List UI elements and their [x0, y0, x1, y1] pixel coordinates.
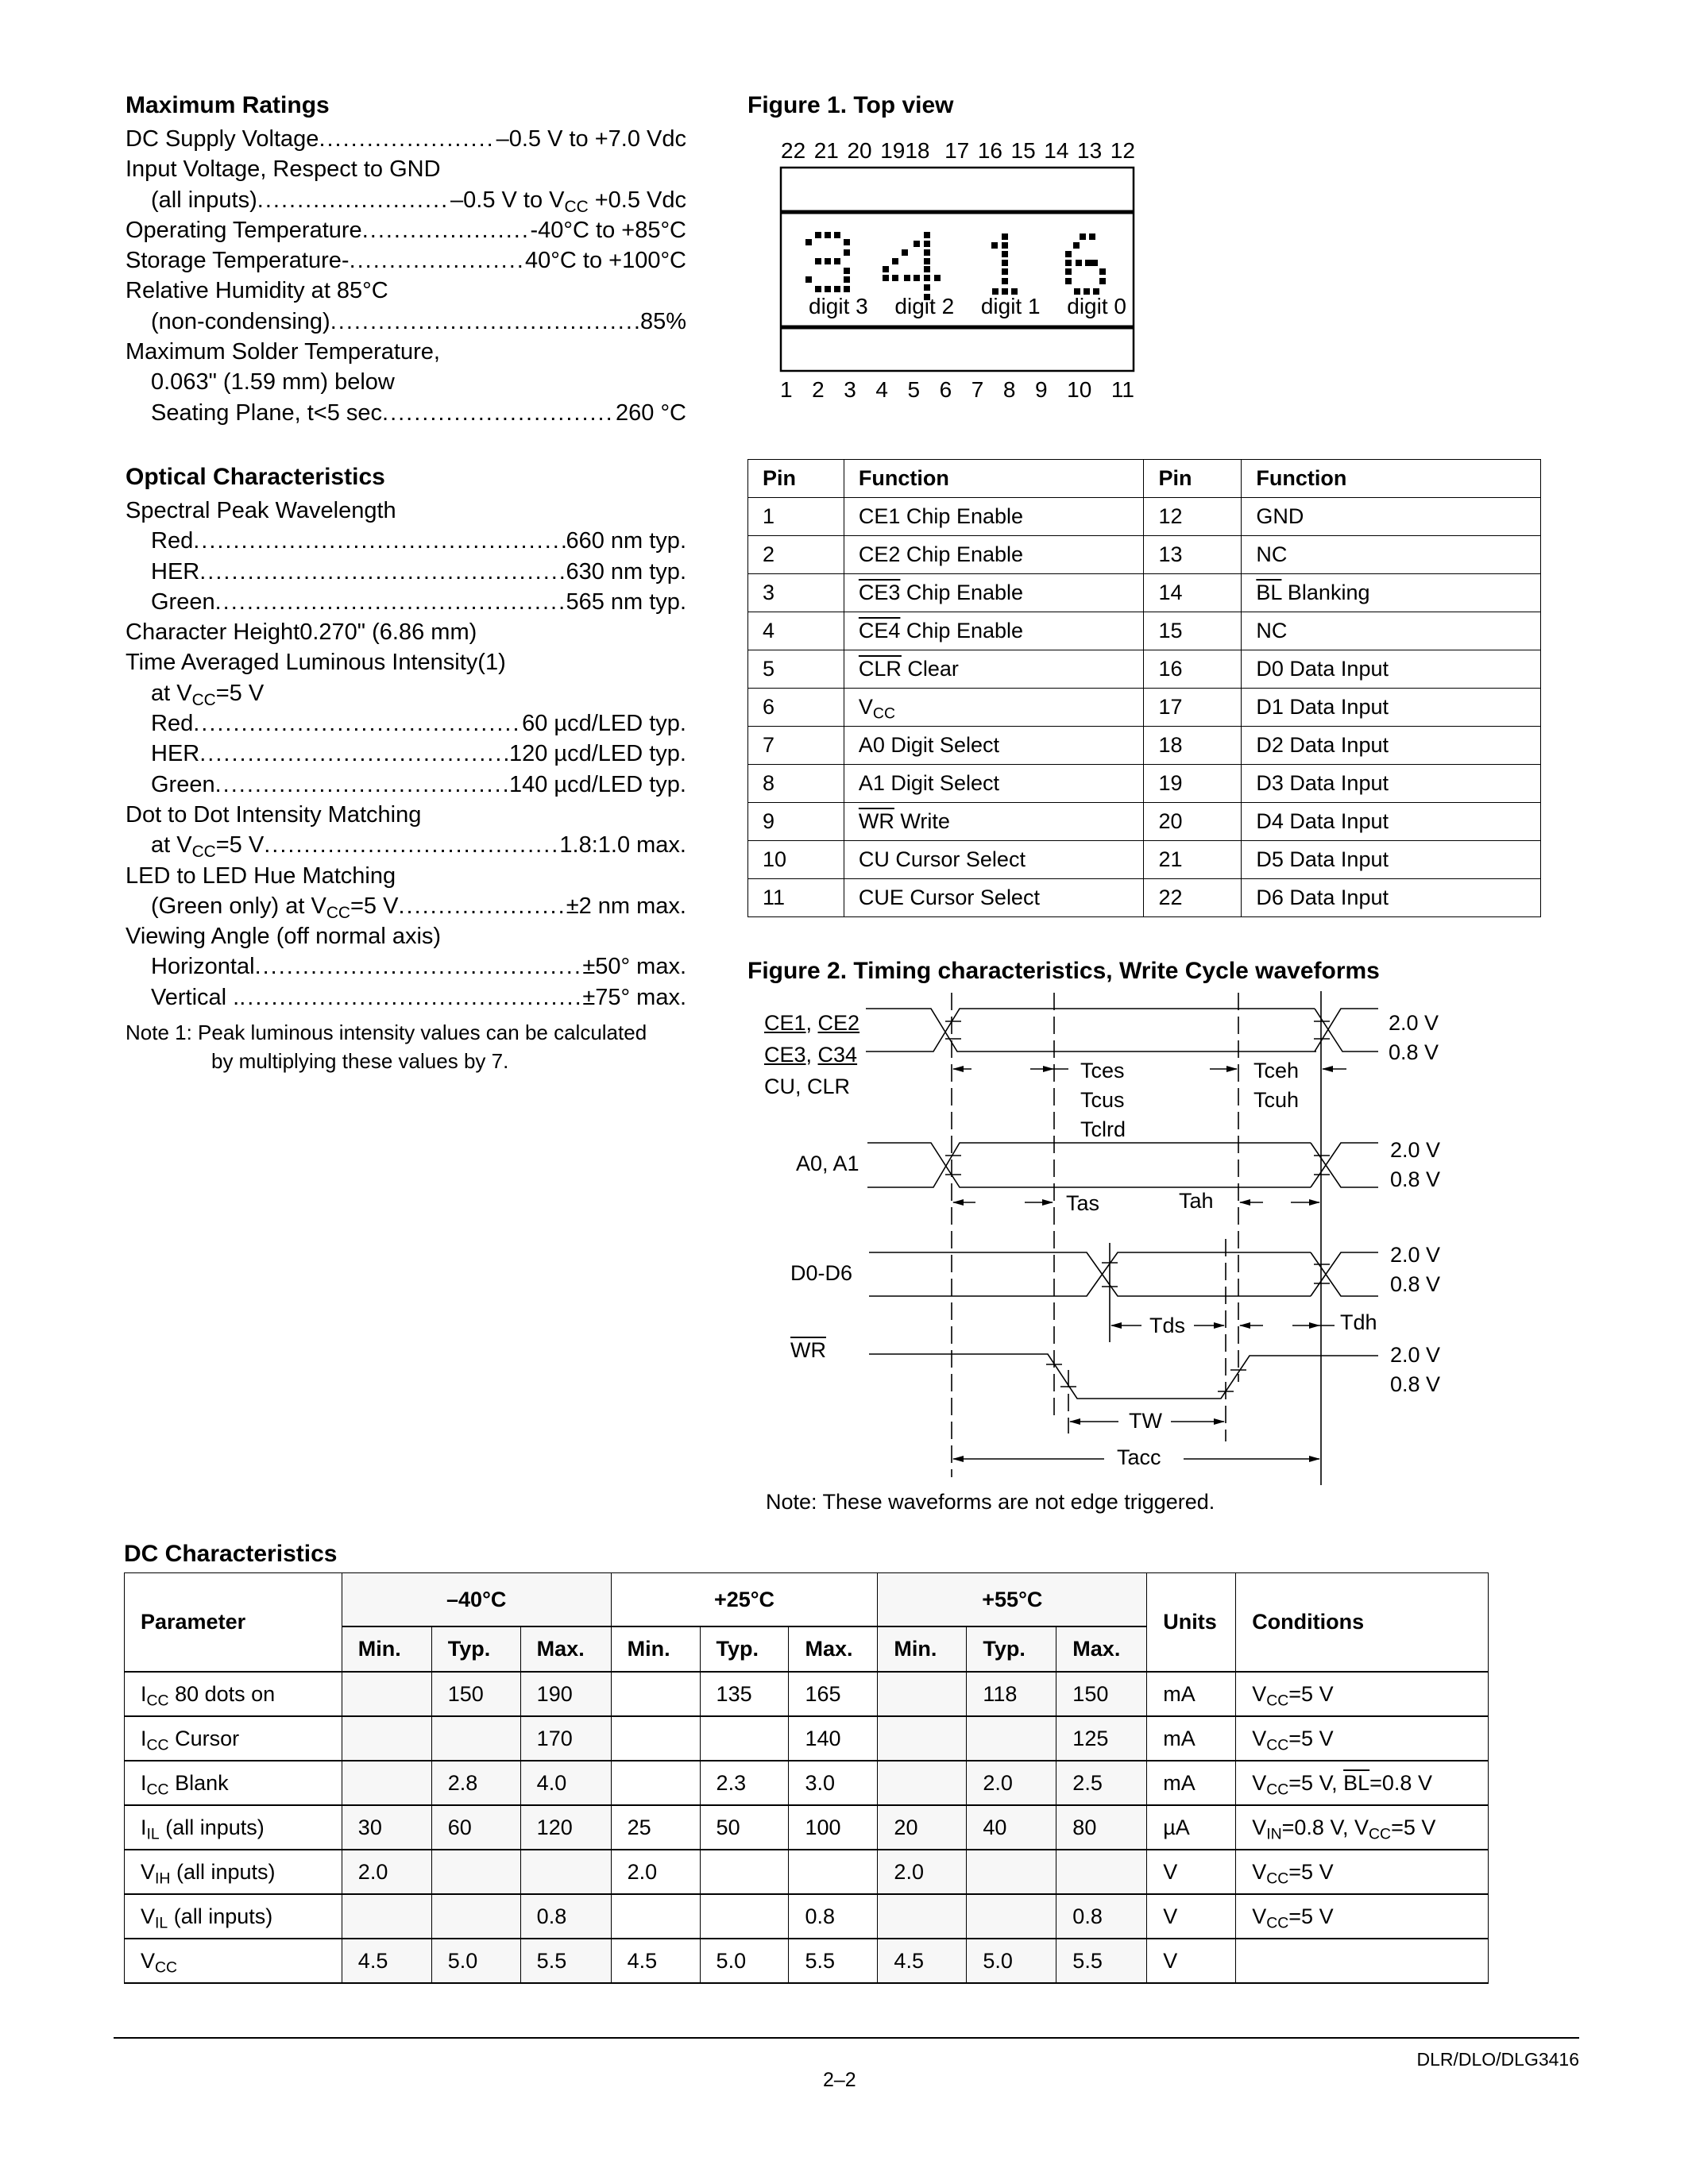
pin-number-cell: 12: [1144, 498, 1242, 536]
value-cell: [700, 1716, 789, 1761]
value-cell: 5.0: [967, 1939, 1056, 1983]
value-cell: 4.5: [878, 1939, 967, 1983]
value-cell: [789, 1850, 878, 1894]
hold-time-labels: Tceh Tcuh: [1253, 1059, 1300, 1112]
wr-voltage-levels: 2.0 V 0.8 V: [1390, 1343, 1441, 1396]
value-cell: [878, 1761, 967, 1805]
optical-title: Optical Characteristics: [126, 464, 385, 490]
conditions-cell: $V_{CC}=5$ V: [1236, 1716, 1489, 1761]
value-cell: 5.5: [520, 1939, 611, 1983]
conditions-cell: $V_{CC}=5$ V: [1236, 1850, 1489, 1894]
tah-label: Tah: [1179, 1189, 1214, 1213]
pin-number-cell: 1: [748, 498, 844, 536]
value-cell: [967, 1850, 1056, 1894]
value-cell: 5.0: [431, 1939, 520, 1983]
value-cell: 4.5: [611, 1939, 700, 1983]
value-cell: 100: [789, 1805, 878, 1850]
value-cell: 60: [431, 1805, 520, 1850]
spec-row: Vertical . ..... ±75° max.: [126, 982, 686, 1013]
value-cell: [611, 1672, 700, 1716]
units-cell: µA: [1147, 1805, 1236, 1850]
spec-row: Horizontal ..... ±50° max.: [126, 951, 686, 982]
value-cell: 165: [789, 1672, 878, 1716]
table-header-row: Pin Function Pin Function: [748, 460, 1541, 498]
value-cell: 150: [431, 1672, 520, 1716]
value-cell: [967, 1716, 1056, 1761]
parameter-cell: $V_{IH}$ (all inputs): [125, 1850, 342, 1894]
value-cell: 2.0: [611, 1850, 700, 1894]
pin-number-cell: 3: [748, 574, 844, 612]
spec-row: Green ..... 140 µcd/LED typ.: [126, 770, 686, 800]
value-cell: 4.5: [342, 1939, 431, 1983]
spec-row: Seating Plane, t<5 sec ..... 260 °C: [126, 398, 686, 428]
value-cell: 120: [520, 1805, 611, 1850]
pin-function-cell: $V_{CC}$: [844, 689, 1144, 727]
pin-function-cell: GND: [1242, 498, 1541, 536]
dc-title: DC Characteristics: [124, 1541, 338, 1567]
pin-number-cell: 5: [748, 650, 844, 689]
value-cell: [520, 1850, 611, 1894]
parameter-cell: $I_{CC}$ Blank: [125, 1761, 342, 1805]
spec-row: Time Averaged Luminous Intensity(1): [126, 650, 506, 676]
parameter-cell: $V_{IL}$ (all inputs): [125, 1894, 342, 1939]
tdh-label: Tdh: [1340, 1310, 1377, 1334]
value-cell: 190: [520, 1672, 611, 1716]
pin-function-cell: CE2 Chip Enable: [844, 536, 1144, 574]
table-row: [125, 1805, 1489, 1850]
pin-number-cell: 17: [1144, 689, 1242, 727]
value-cell: 140: [789, 1716, 878, 1761]
setup-time-labels: Tces Tcus Tclrd: [1080, 1059, 1126, 1141]
value-cell: 0.8: [789, 1894, 878, 1939]
pin-number-cell: 9: [748, 803, 844, 841]
value-cell: 135: [700, 1672, 789, 1716]
spec-row: Viewing Angle (off normal axis): [126, 924, 442, 950]
pin-number-cell: 20: [1144, 803, 1242, 841]
spec-row: (all inputs) ..... –0.5 V to $V_{CC} +0.5$ Vdc: [126, 185, 686, 215]
units-cell: V: [1147, 1939, 1236, 1983]
value-cell: 2.3: [700, 1761, 789, 1805]
value-cell: 2.5: [1056, 1761, 1147, 1805]
pin-function-cell: NC: [1242, 536, 1541, 574]
pin-function-cell: D0 Data Input: [1242, 650, 1541, 689]
units-cell: mA: [1147, 1672, 1236, 1716]
value-cell: 40: [967, 1805, 1056, 1850]
value-cell: [967, 1894, 1056, 1939]
spec-row: (non-condensing) ..... 85%: [126, 307, 686, 337]
bottom-pin-numbers: 1 2 3 4 5 6 7 8 9 10 11: [780, 377, 1134, 402]
value-cell: [431, 1716, 520, 1761]
footer-part-number: DLR/DLO/DLG3416: [1416, 2049, 1579, 2070]
page-number: 2–2: [823, 2069, 856, 2091]
pin-number-cell: 19: [1144, 765, 1242, 803]
value-cell: 20: [878, 1805, 967, 1850]
value-cell: 118: [967, 1672, 1056, 1716]
pin-number-cell: 22: [1144, 879, 1242, 917]
value-cell: 150: [1056, 1672, 1147, 1716]
value-cell: [878, 1894, 967, 1939]
spec-row: 0.063" (1.59 mm) below: [151, 369, 395, 396]
units-cell: mA: [1147, 1761, 1236, 1805]
value-cell: 4.0: [520, 1761, 611, 1805]
parameter-cell: $I_{IL}$ (all inputs): [125, 1805, 342, 1850]
pin-function-cell: CE4 Chip Enable: [844, 612, 1144, 650]
table-row: [125, 1850, 1489, 1894]
table-header-row: Parameter –40°C +25°C +55°C Units Conditions: [125, 1573, 1489, 1627]
value-cell: [878, 1716, 967, 1761]
spec-row: Input Voltage, Respect to GND: [126, 156, 441, 183]
tds-label: Tds: [1149, 1314, 1186, 1337]
value-cell: 125: [1056, 1716, 1147, 1761]
pin-function-cell: CU Cursor Select: [844, 841, 1144, 879]
pin-number-cell: 7: [748, 727, 844, 765]
pin-function-cell: D5 Data Input: [1242, 841, 1541, 879]
spec-row: Green ..... 565 nm typ.: [126, 587, 686, 617]
value-cell: 170: [520, 1716, 611, 1761]
footer-rule: [114, 2037, 1579, 2039]
pin-number-cell: 15: [1144, 612, 1242, 650]
value-cell: [611, 1716, 700, 1761]
pin-function-cell: D2 Data Input: [1242, 727, 1541, 765]
value-cell: 50: [700, 1805, 789, 1850]
pin-function-cell: D3 Data Input: [1242, 765, 1541, 803]
pin-function-cell: NC: [1242, 612, 1541, 650]
figure1-title: Figure 1. Top view: [747, 92, 954, 118]
pin-function-cell: A0 Digit Select: [844, 727, 1144, 765]
spec-row: Relative Humidity at 85°C: [126, 278, 388, 304]
value-cell: [611, 1894, 700, 1939]
conditions-cell: $V_{IN}=0.8$ V, $V_{CC}=5$ V: [1236, 1805, 1489, 1850]
spec-row: Red ..... 60 µcd/LED typ.: [126, 708, 686, 739]
addr-signal-label: A0, A1: [796, 1152, 859, 1175]
pin-function-cell: CE3 Chip Enable: [844, 574, 1144, 612]
spec-row: (Green only) at $V_{CC}=5$ V ..... ±2 nm max.: [126, 891, 686, 921]
parameter-cell: $V_{CC}$: [125, 1939, 342, 1983]
value-cell: [342, 1761, 431, 1805]
spec-row: Red ..... 660 nm typ.: [126, 526, 686, 556]
timing-note: Note: These waveforms are not edge triggered.: [766, 1490, 1215, 1514]
units-cell: V: [1147, 1894, 1236, 1939]
parameter-cell: $I_{CC}$ Cursor: [125, 1716, 342, 1761]
tw-label: TW: [1129, 1409, 1162, 1433]
value-cell: 3.0: [789, 1761, 878, 1805]
value-cell: [342, 1672, 431, 1716]
spec-row: Operating Temperature ..... -40°C to +85°C: [126, 215, 686, 245]
value-cell: [700, 1850, 789, 1894]
wr-signal-label: $\overline{WR}$: [790, 1338, 826, 1362]
value-cell: 5.5: [1056, 1939, 1147, 1983]
spec-row: HER ..... 120 µcd/LED typ.: [126, 739, 686, 769]
pin-number-cell: 14: [1144, 574, 1242, 612]
units-cell: mA: [1147, 1716, 1236, 1761]
value-cell: [878, 1672, 967, 1716]
max-ratings-title: Maximum Ratings: [126, 92, 330, 118]
value-cell: 5.5: [789, 1939, 878, 1983]
pin-function-cell: $\overline{CLR}$ Clear: [844, 650, 1144, 689]
table-subheader-row: Min. Typ. Max. Min. Typ. Max. Min. Typ. Max.: [125, 1626, 1489, 1672]
tacc-label: Tacc: [1117, 1445, 1161, 1469]
spec-row: LED to LED Hue Matching: [126, 862, 396, 889]
spec-row: Maximum Solder Temperature,: [126, 339, 440, 365]
spec-row: Storage Temperature- ..... 40°C to +100°C: [126, 245, 686, 276]
data-signal-label: D0-D6: [790, 1261, 853, 1285]
pin-number-cell: 4: [748, 612, 844, 650]
value-cell: 25: [611, 1805, 700, 1850]
pin-function-cell: $\overline{WR}$ Write: [844, 803, 1144, 841]
top-pin-numbers: 22 21 20 1918 17 16 15 14 13 12: [781, 138, 1135, 163]
value-cell: 2.0: [878, 1850, 967, 1894]
tas-label: Tas: [1066, 1191, 1100, 1215]
table-row: [125, 1716, 1489, 1761]
value-cell: 2.8: [431, 1761, 520, 1805]
figure2-title: Figure 2. Timing characteristics, Write Cycle waveforms: [747, 958, 1380, 984]
value-cell: 5.0: [700, 1939, 789, 1983]
pin-function-cell: CE1 Chip Enable: [844, 498, 1144, 536]
conditions-cell: [1236, 1939, 1489, 1983]
digit-labels: digit 3 digit 2 digit 1 digit 0: [809, 294, 1126, 318]
ce-voltage-levels: 2.0 V 0.8 V: [1389, 1011, 1439, 1064]
table-row: [125, 1939, 1489, 1983]
conditions-cell: $V_{CC}=5$ V: [1236, 1672, 1489, 1716]
spec-row: Character Height0.270" (6.86 mm): [126, 619, 477, 646]
value-cell: [431, 1850, 520, 1894]
pin-function-cell: D4 Data Input: [1242, 803, 1541, 841]
table-row: [125, 1894, 1489, 1939]
spec-row: at $V_{CC}=5$ V: [151, 680, 265, 709]
spec-row: at $V_{CC}=5$ V ..... 1.8:1.0 max.: [126, 830, 686, 860]
pin-number-cell: 13: [1144, 536, 1242, 574]
spec-row: Dot to Dot Intensity Matching: [126, 801, 422, 828]
value-cell: 0.8: [1056, 1894, 1147, 1939]
data-voltage-levels: 2.0 V 0.8 V: [1390, 1243, 1441, 1296]
value-cell: 2.0: [967, 1761, 1056, 1805]
value-cell: [342, 1894, 431, 1939]
pin-number-cell: 18: [1144, 727, 1242, 765]
value-cell: 2.0: [342, 1850, 431, 1894]
conditions-cell: $V_{CC}=5$ V, $\overline{BL}=0.8$ V: [1236, 1761, 1489, 1805]
pin-number-cell: 16: [1144, 650, 1242, 689]
optical-note: Note 1: Peak luminous intensity values can be calculated by multiplying these values by 7.: [126, 1021, 647, 1073]
value-cell: [1056, 1850, 1147, 1894]
pin-number-cell: 10: [748, 841, 844, 879]
pin-number-cell: 21: [1144, 841, 1242, 879]
table-row: [125, 1672, 1489, 1716]
pin-number-cell: 8: [748, 765, 844, 803]
spec-row: Spectral Peak Wavelength: [126, 498, 396, 523]
addr-voltage-levels: 2.0 V 0.8 V: [1390, 1138, 1441, 1191]
pin-number-cell: 6: [748, 689, 844, 727]
dc-characteristics-table: [124, 1572, 1489, 1984]
pin-function-cell: CUE Cursor Select: [844, 879, 1144, 917]
parameter-cell: $I_{CC}$ 80 dots on: [125, 1672, 342, 1716]
value-cell: [611, 1761, 700, 1805]
value-cell: [342, 1716, 431, 1761]
value-cell: [431, 1894, 520, 1939]
table-row: [125, 1761, 1489, 1805]
ce-signal-labels: CE1, CE2 CE3, C34 CU, CLR: [764, 1011, 860, 1098]
pin-function-cell: A1 Digit Select: [844, 765, 1144, 803]
spec-row: DC Supply Voltage ..... –0.5 V to +7.0 Vdc: [126, 124, 686, 154]
value-cell: 0.8: [520, 1894, 611, 1939]
pin-function-cell: D6 Data Input: [1242, 879, 1541, 917]
pin-number-cell: 11: [748, 879, 844, 917]
value-cell: [700, 1894, 789, 1939]
pin-function-cell: D1 Data Input: [1242, 689, 1541, 727]
value-cell: 30: [342, 1805, 431, 1850]
conditions-cell: $V_{CC}=5$ V: [1236, 1894, 1489, 1939]
value-cell: 80: [1056, 1805, 1147, 1850]
pin-function-cell: $\overline{BL}$ Blanking: [1242, 574, 1541, 612]
units-cell: V: [1147, 1850, 1236, 1894]
pin-number-cell: 2: [748, 536, 844, 574]
spec-row: HER ..... 630 nm typ.: [126, 557, 686, 587]
